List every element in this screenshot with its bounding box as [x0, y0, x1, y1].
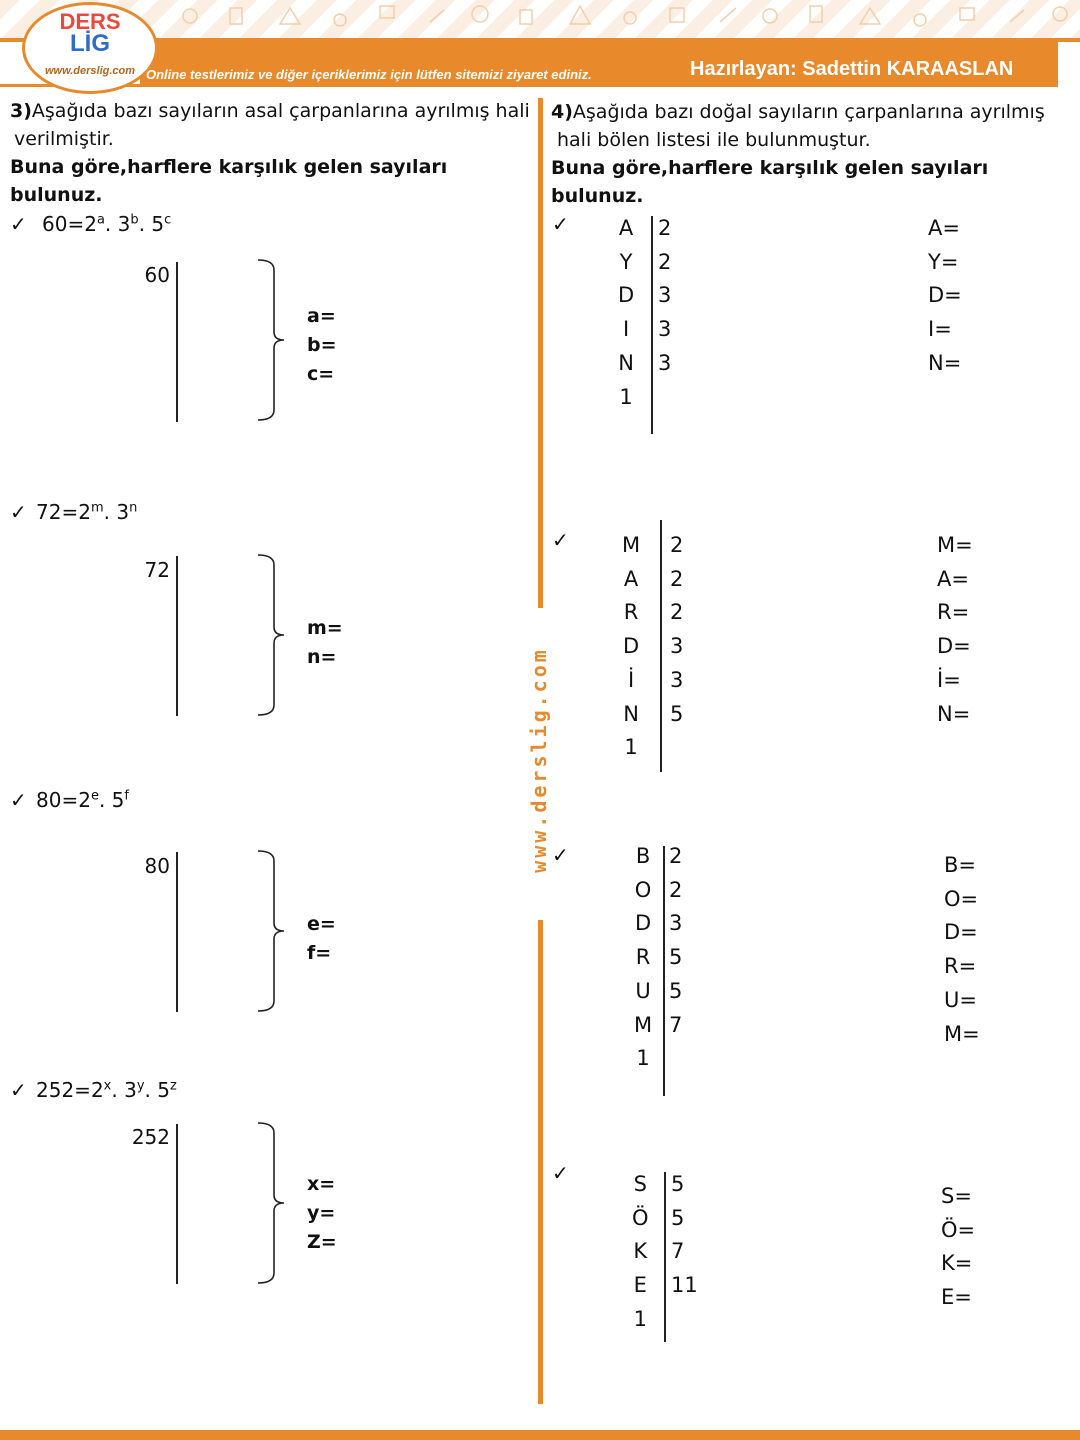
table-letter: 1 — [619, 384, 633, 409]
equation-base: 2 — [78, 788, 91, 812]
table-divisor: 11 — [671, 1273, 698, 1298]
answer-label: O= — [944, 886, 979, 911]
q3-item-check: ✓ — [10, 788, 27, 812]
equation-base: 3 — [116, 500, 130, 524]
equation-exponent: a — [96, 212, 105, 228]
answer-label: B= — [944, 853, 977, 877]
q3-item-division-line — [176, 852, 178, 1012]
q3-line2: verilmiştir. — [14, 128, 114, 150]
q4-table-divisors — [658, 212, 671, 381]
q3-item-equation — [36, 500, 137, 524]
table-divisor: 3 — [669, 911, 683, 936]
answer-label: A= — [937, 566, 969, 591]
q3-item-number: 80 — [144, 854, 170, 878]
answer-label: N= — [928, 350, 962, 375]
q3-item-check: ✓ — [10, 1078, 27, 1102]
table-divisor: 7 — [671, 1239, 685, 1264]
answer-label: D= — [937, 634, 971, 659]
table-letter: 1 — [633, 1306, 647, 1331]
equation-dot: . — [138, 212, 152, 236]
answer-label: U= — [944, 987, 977, 1012]
table-letter: K — [633, 1239, 648, 1264]
table-divisor: 3 — [658, 317, 672, 342]
table-divisor: 5 — [671, 1172, 685, 1196]
table-letter: M — [622, 533, 641, 557]
q3-item-number: 60 — [144, 263, 170, 287]
q3-item-variables — [307, 302, 337, 389]
q4-header — [551, 98, 1071, 210]
logo-url: www.derslig.com — [44, 65, 136, 77]
equation-exponent: y — [136, 1078, 145, 1094]
q4-line1: 4)Aşağıda bazı doğal sayıların çarpanlarına ayrılmış — [551, 101, 1045, 123]
table-letter: I — [622, 317, 630, 342]
variable-label: c= — [307, 363, 335, 385]
equation-base: 2 — [90, 1078, 104, 1102]
equation-dot: . — [103, 500, 117, 524]
equation-exponent: m — [90, 500, 104, 516]
variable-label: m= — [307, 617, 343, 639]
variable-label: Z= — [307, 1231, 337, 1253]
table-letter: S — [633, 1172, 647, 1196]
table-letter: Ö — [632, 1205, 649, 1230]
answer-label: R= — [937, 600, 970, 625]
table-divisor: 2 — [669, 844, 683, 868]
table-letter: 1 — [636, 1046, 650, 1071]
table-divisor: 7 — [669, 1012, 683, 1037]
table-letter: R — [623, 600, 639, 625]
table-divisor: 5 — [669, 945, 683, 970]
logo-text-ders: DERS — [59, 9, 121, 34]
q3-item-division-line — [176, 1124, 178, 1284]
q3-item-check: ✓ — [10, 212, 27, 236]
variable-label: n= — [307, 646, 337, 668]
answer-label: S= — [941, 1184, 972, 1208]
equation-dot: . — [144, 1078, 158, 1102]
q3-instruction: Buna göre,harflere karşılık gelen sayıları bulunuz. — [10, 156, 448, 206]
equation-dot: . — [98, 788, 112, 812]
q4-table-line — [660, 520, 662, 772]
q4-table-answers — [944, 849, 980, 1051]
equation-base: 5 — [157, 1078, 170, 1102]
answer-label: A= — [928, 216, 960, 240]
answer-label: M= — [937, 533, 973, 557]
equation-lhs: 80= — [36, 788, 79, 812]
equation-lhs: 60= — [42, 212, 85, 236]
table-divisor: 5 — [670, 701, 684, 726]
footer-bar — [0, 1430, 1080, 1440]
table-letter: 1 — [624, 735, 638, 760]
q4-table-line — [663, 846, 665, 1096]
table-letter: O — [634, 877, 652, 902]
table-divisor: 2 — [670, 600, 684, 625]
derslig-logo[interactable] — [22, 2, 158, 94]
table-letter: A — [623, 566, 639, 591]
table-divisor: 5 — [669, 978, 683, 1003]
q4-table-answers — [941, 1180, 975, 1315]
q4-table-letters — [618, 212, 634, 414]
q4-table-check: ✓ — [552, 528, 569, 552]
q4-line2: hali bölen listesi ile bulunmuştur. — [557, 129, 871, 151]
q3-item-brace — [256, 1121, 286, 1285]
q3-item-variables — [307, 910, 336, 968]
answer-label: D= — [928, 283, 962, 308]
q4-table-letters — [634, 840, 652, 1076]
table-letter: N — [623, 701, 639, 726]
table-divisor: 3 — [658, 350, 672, 375]
equation-exponent: c — [164, 212, 172, 228]
q3-item-equation — [42, 212, 171, 236]
q4-table-divisors — [669, 840, 682, 1042]
column-divider-top — [538, 98, 543, 608]
table-letter: E — [633, 1273, 647, 1298]
q4-table-line — [651, 216, 653, 434]
equation-base: 5 — [151, 212, 165, 236]
q3-number: 3) — [10, 100, 32, 122]
q4-table-letters — [622, 529, 640, 765]
q4-table-answers — [928, 212, 962, 381]
table-divisor: 2 — [669, 877, 683, 902]
table-letter: A — [618, 216, 634, 240]
equation-exponent: n — [129, 500, 138, 516]
equation-lhs: 72= — [36, 500, 79, 524]
q3-item-brace — [256, 258, 286, 422]
q3-item-variables — [307, 1170, 337, 1257]
answer-label: M= — [944, 1021, 980, 1046]
q4-table-letters — [632, 1168, 649, 1337]
table-letter: İ — [627, 667, 635, 692]
q4-table-check: ✓ — [552, 843, 569, 867]
answer-label: Y= — [928, 249, 959, 274]
q4-instruction: Buna göre,harflere karşılık gelen sayıları bulunuz. — [551, 157, 989, 207]
q3-item-equation — [36, 1078, 177, 1102]
answer-label: K= — [941, 1251, 973, 1276]
q3-item-brace — [256, 553, 286, 717]
q3-item-brace — [256, 849, 286, 1013]
table-letter: D — [618, 283, 635, 308]
variable-label: a= — [307, 305, 336, 327]
variable-label: x= — [307, 1173, 336, 1195]
q4-table-check: ✓ — [552, 212, 569, 236]
q4-number: 4) — [551, 101, 573, 123]
answer-label: D= — [944, 920, 978, 945]
author-credit: Hazırlayan: Sadettin KARAASLAN — [690, 58, 1014, 80]
table-letter: B — [635, 844, 651, 868]
table-divisor: 3 — [658, 283, 672, 308]
answer-label: R= — [944, 954, 977, 979]
column-divider-bottom — [538, 920, 543, 1404]
equation-exponent: z — [169, 1078, 177, 1094]
table-divisor: 2 — [658, 216, 672, 240]
table-letter: N — [618, 350, 634, 375]
table-divisor: 3 — [670, 667, 684, 692]
equation-dot: . — [104, 212, 118, 236]
header-rule — [0, 84, 1058, 87]
watermark: www.derslig.com — [527, 647, 551, 873]
table-letter: R — [635, 945, 651, 970]
variable-label: e= — [307, 913, 336, 935]
q3-item-division-line — [176, 262, 178, 422]
table-letter: D — [634, 911, 652, 936]
table-divisor: 3 — [670, 634, 684, 659]
table-divisor: 2 — [658, 249, 672, 274]
q3-line1: 3)Aşağıda bazı sayıların asal çarpanlarına ayrılmış hali — [10, 100, 530, 122]
answer-label: N= — [937, 701, 971, 726]
equation-base: 2 — [84, 212, 97, 236]
q4-table-answers — [937, 529, 973, 731]
logo-text-lig: LİG — [70, 30, 110, 57]
q4-table-divisors — [671, 1168, 698, 1303]
equation-base: 3 — [124, 1078, 137, 1102]
q3-item-variables — [307, 614, 343, 672]
q3-header — [10, 97, 535, 209]
q4-table-line — [664, 1172, 666, 1342]
table-letter: M — [634, 1012, 653, 1037]
equation-exponent: x — [103, 1078, 112, 1094]
q3-item-check: ✓ — [10, 500, 27, 524]
q4-table-divisors — [670, 529, 683, 731]
q3-item-equation — [36, 788, 129, 812]
header-pattern — [0, 0, 1080, 42]
answer-label: İ= — [937, 667, 961, 692]
table-divisor: 2 — [670, 533, 684, 557]
q3-item-number: 72 — [144, 558, 170, 582]
variable-label: b= — [307, 334, 337, 356]
equation-exponent: e — [90, 788, 99, 804]
doodle-pattern — [0, 0, 1080, 42]
equation-lhs: 252= — [36, 1078, 91, 1102]
equation-dot: . — [111, 1078, 125, 1102]
answer-label: E= — [941, 1285, 972, 1310]
equation-exponent: f — [124, 788, 129, 804]
site-notice: Online testlerimiz ve diğer içeriklerimiz için lütfen sitemizi ziyaret ediniz. — [146, 67, 592, 82]
variable-label: y= — [307, 1202, 336, 1224]
equation-exponent: b — [130, 212, 139, 228]
table-letter: D — [622, 634, 640, 659]
table-divisor: 2 — [670, 566, 684, 591]
answer-label: Ö= — [941, 1217, 976, 1242]
q3-item-division-line — [176, 556, 178, 716]
equation-base: 5 — [111, 788, 125, 812]
q3-item-number: 252 — [131, 1125, 170, 1149]
table-letter: U — [635, 978, 651, 1003]
q4-table-check: ✓ — [552, 1161, 569, 1185]
equation-base: 3 — [117, 212, 131, 236]
answer-label: I= — [928, 317, 952, 342]
table-divisor: 5 — [671, 1205, 685, 1230]
equation-base: 2 — [78, 500, 91, 524]
table-letter: Y — [619, 249, 633, 274]
variable-label: f= — [307, 942, 332, 964]
